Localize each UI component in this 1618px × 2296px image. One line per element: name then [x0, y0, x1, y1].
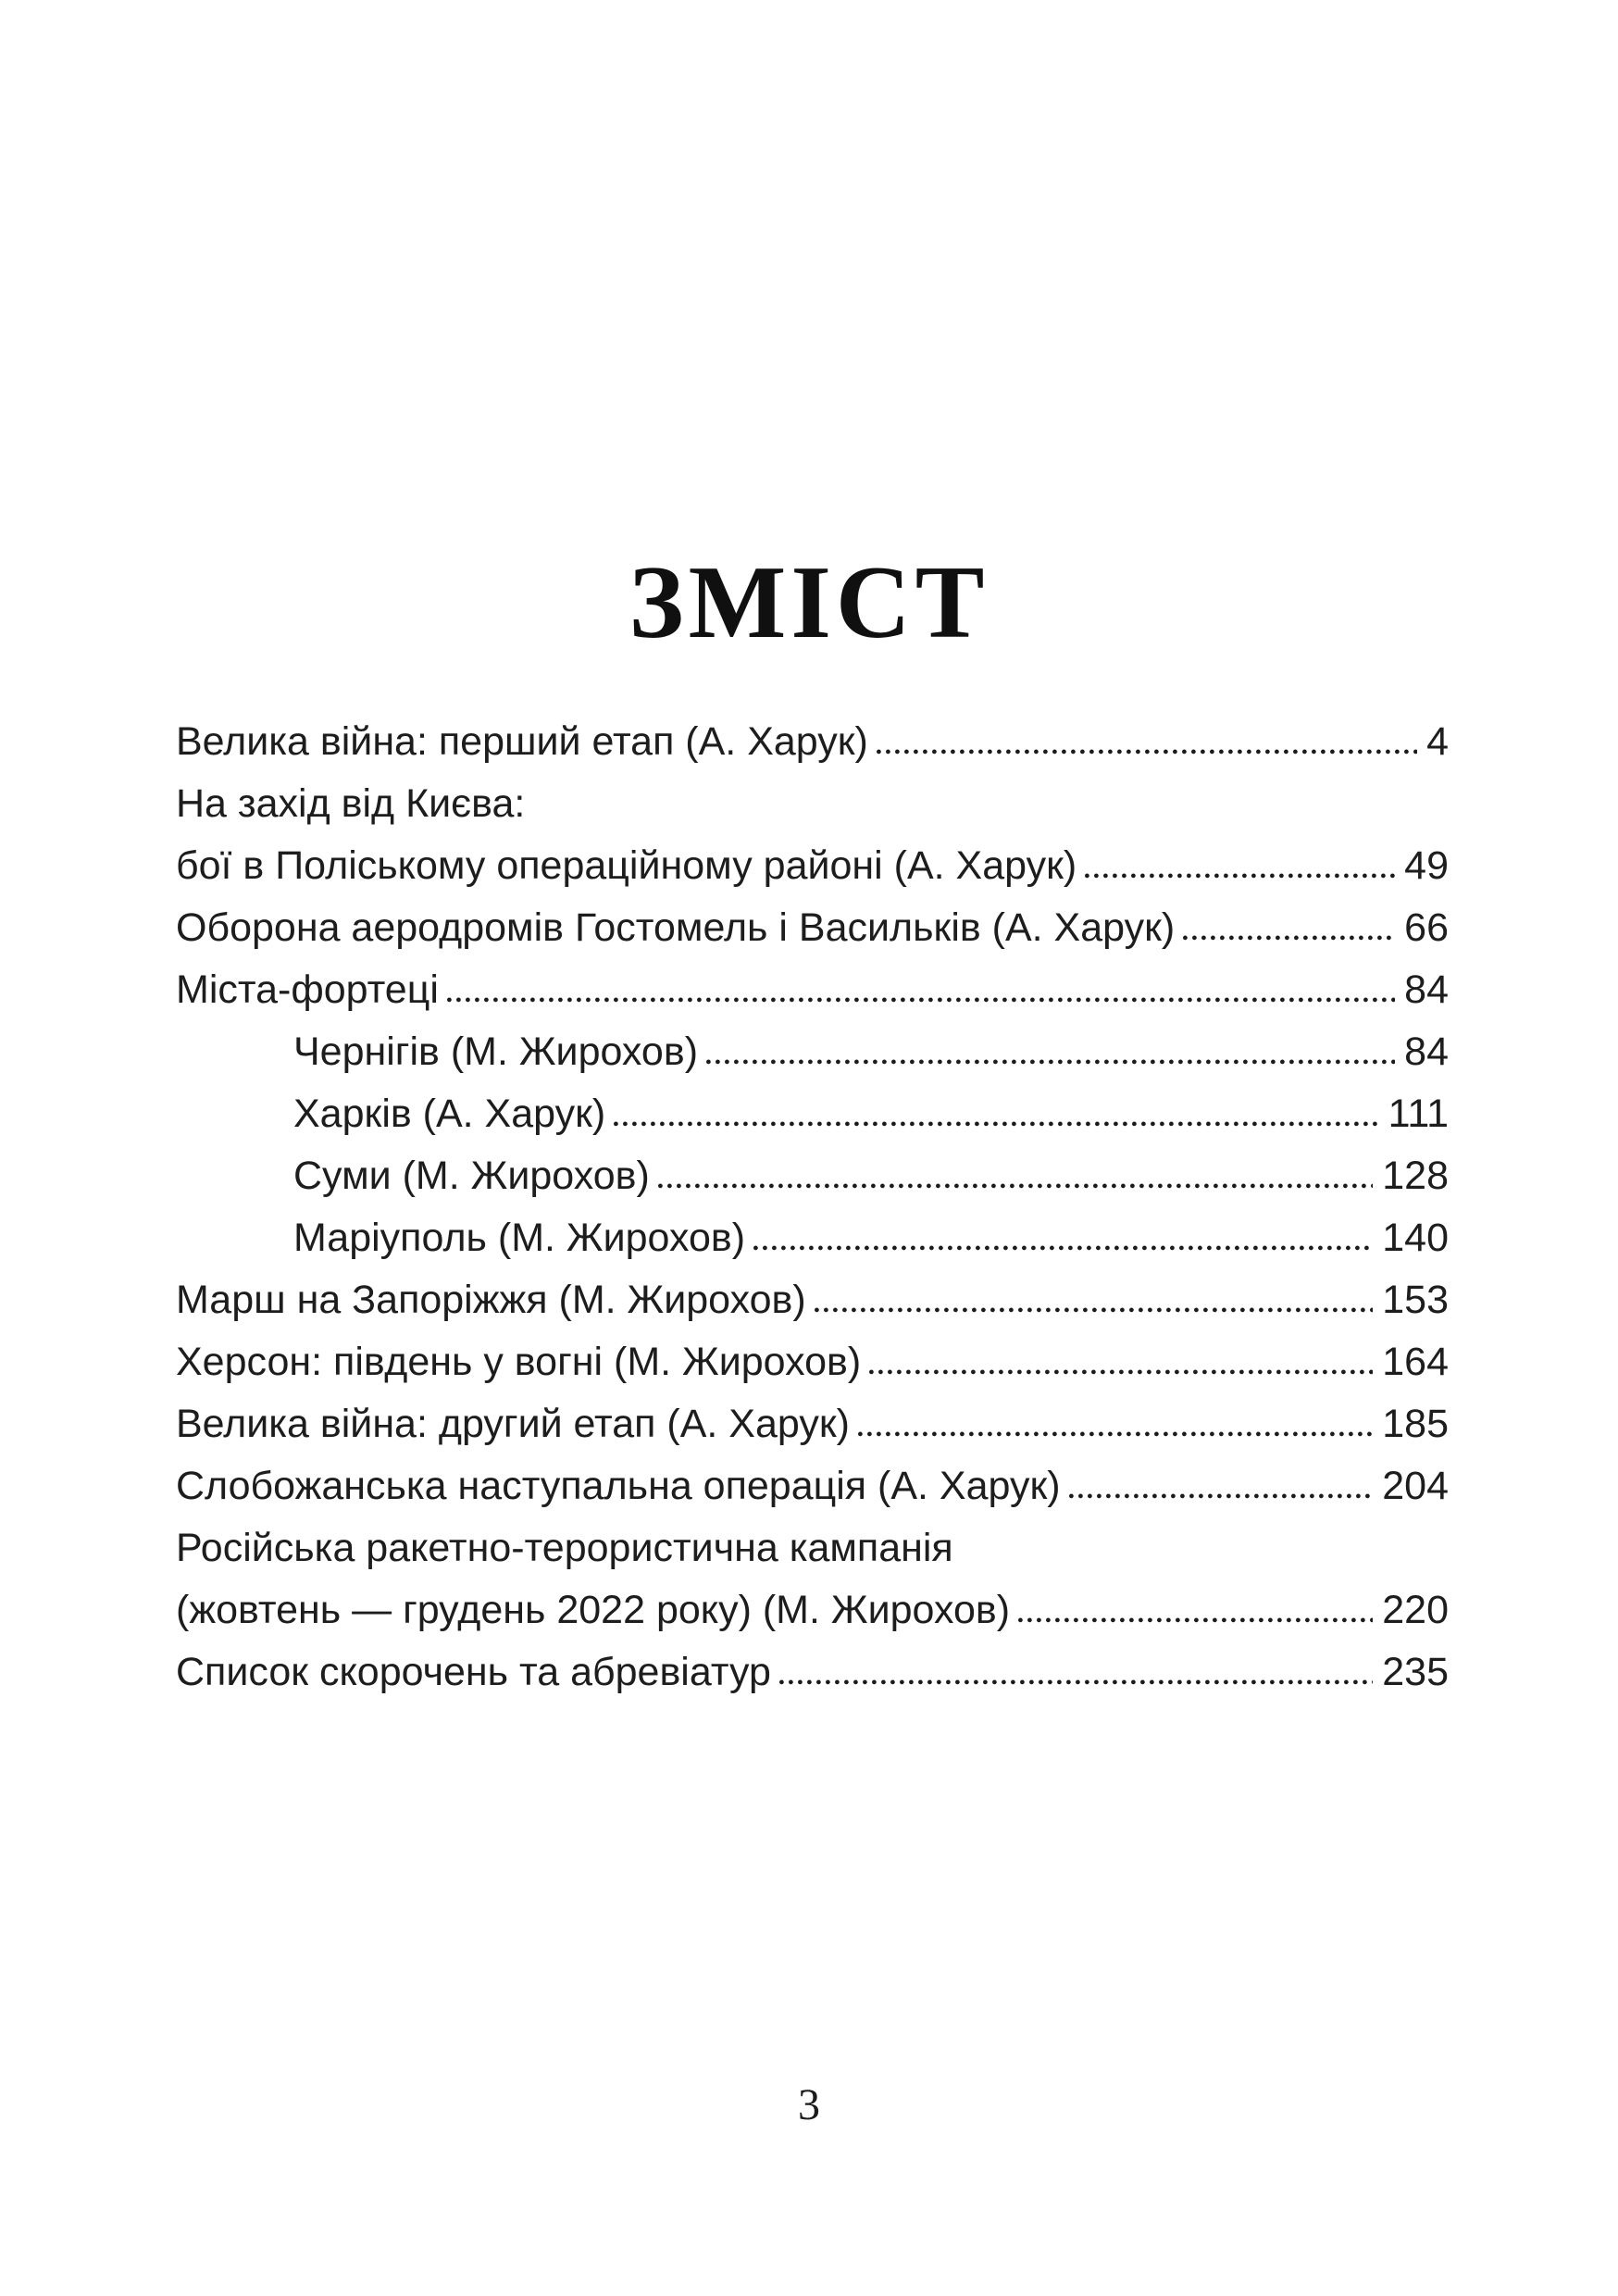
- dot-leader: [706, 1059, 1395, 1065]
- dot-leader: [753, 1245, 1373, 1251]
- toc-entry-title: бої в Поліському операційному районі (А. Харук): [176, 843, 1077, 888]
- dot-leader: [779, 1679, 1373, 1685]
- dot-leader: [614, 1121, 1378, 1127]
- toc-row: [176, 1641, 1449, 1703]
- toc-entry-title: Суми (М. Жирохов): [293, 1154, 650, 1198]
- toc-row: [176, 959, 1449, 1021]
- toc-entry-page-number: 128: [1382, 1154, 1449, 1198]
- toc-entry-page-number: 4: [1426, 719, 1449, 764]
- toc-row: [176, 773, 1449, 835]
- toc-entry-page-number: 66: [1404, 905, 1449, 950]
- toc-row: [176, 897, 1449, 959]
- toc-entry-title: Марш на Запоріжжя (М. Жирохов): [176, 1278, 806, 1322]
- dot-leader: [877, 749, 1417, 755]
- toc-row: [176, 835, 1449, 897]
- toc-entry-title: Маріуполь (М. Жирохов): [293, 1216, 746, 1260]
- toc-entry-page-number: 220: [1382, 1588, 1449, 1632]
- toc-entry-title: Список скорочень та абревіатур: [176, 1650, 771, 1694]
- toc-entry-title: Слобожанська наступальна операція (А. Харук): [176, 1464, 1061, 1508]
- dot-leader: [1018, 1617, 1373, 1623]
- dot-leader: [858, 1431, 1373, 1437]
- toc-row: [176, 1517, 1449, 1579]
- toc-row: [176, 1207, 1449, 1269]
- toc-entry-title: Херсон: південь у вогні (М. Жирохов): [176, 1340, 862, 1384]
- toc-row: [176, 1393, 1449, 1455]
- toc-entry-page-number: 164: [1382, 1340, 1449, 1384]
- toc-entry-page-number: 235: [1382, 1650, 1449, 1694]
- toc-row: [176, 1021, 1449, 1083]
- toc-row: [176, 1269, 1449, 1331]
- dot-leader: [815, 1307, 1374, 1313]
- toc-entry-page-number: 185: [1382, 1402, 1449, 1446]
- toc-row: [176, 1083, 1449, 1145]
- dot-leader: [1085, 873, 1395, 879]
- page-title: ЗМІСТ: [629, 545, 989, 660]
- footer-page-number: 3: [798, 2080, 820, 2129]
- toc-entry-title: (жовтень — грудень 2022 року) (М. Жирохов): [176, 1588, 1011, 1632]
- toc-entry-title: Оборона аеродромів Гостомель і Васильків (А. Харук): [176, 905, 1176, 950]
- toc-row: [176, 711, 1449, 773]
- dot-leader: [1183, 935, 1395, 941]
- toc-entry-title: Російська ракетно-терористична кампанія: [176, 1526, 953, 1570]
- toc-entry-page-number: 84: [1404, 1029, 1449, 1074]
- toc-entry-page-number: 111: [1388, 1092, 1449, 1136]
- toc-row: [176, 1455, 1449, 1517]
- toc-list: [176, 711, 1449, 1703]
- toc-entry-page-number: 84: [1404, 967, 1449, 1012]
- toc-entry-title: Міста-фортеці: [176, 967, 439, 1012]
- dot-leader: [658, 1183, 1373, 1189]
- toc-entry-title: На захід від Києва:: [176, 781, 526, 826]
- toc-entry-page-number: 49: [1404, 843, 1449, 888]
- toc-row: [176, 1331, 1449, 1393]
- toc-row: [176, 1145, 1449, 1207]
- toc-entry-page-number: 204: [1382, 1464, 1449, 1508]
- toc-row: [176, 1579, 1449, 1641]
- toc-entry-page-number: 153: [1382, 1278, 1449, 1322]
- dot-leader: [869, 1369, 1373, 1375]
- dot-leader: [1069, 1493, 1374, 1499]
- toc-entry-title: Харків (А. Харук): [293, 1092, 606, 1136]
- toc-entry-title: Велика війна: другий етап (А. Харук): [176, 1402, 850, 1446]
- toc-entry-title: Велика війна: перший етап (А. Харук): [176, 719, 868, 764]
- toc-entry-title: Чернігів (М. Жирохов): [293, 1029, 699, 1074]
- toc-entry-page-number: 140: [1382, 1216, 1449, 1260]
- dot-leader: [447, 997, 1395, 1003]
